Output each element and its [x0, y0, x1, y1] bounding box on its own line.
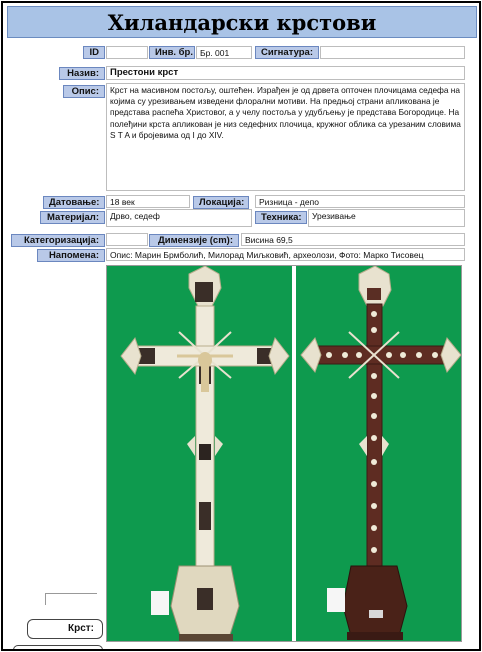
cross-photo-svg	[107, 266, 462, 642]
bottom-button-stub[interactable]	[13, 645, 103, 651]
id-field[interactable]	[106, 46, 148, 59]
inv-label: Инв. бр.	[149, 46, 195, 59]
tehnika-label: Техника:	[255, 211, 307, 224]
datovanje-field[interactable]: 18 век	[106, 195, 190, 208]
opis-label: Опис:	[63, 85, 105, 98]
kategorizacija-field[interactable]	[106, 233, 148, 246]
materijal-label: Материјал:	[40, 211, 105, 224]
back-cross-image	[301, 266, 461, 640]
datovanje-label: Датовање:	[43, 196, 105, 209]
krst-label: Крст:	[27, 619, 103, 639]
id-label: ID	[83, 46, 105, 59]
signatura-label: Сигнатура:	[255, 46, 319, 59]
opis-textarea[interactable]: Крст на масивном постољу, оштећен. Израђен је од дрвета опточен плочицама седефа на којима су урезивањем изведени флорални мотиви. На предњој страни апликована је представа распећа Христовог, а у челу постоља у удубљењу је представа Богородице. На полеђини крста апликован је низ седефних плочица, кружног облика са урезаним словима S T A и бројевима од I до XIV.	[106, 83, 465, 191]
page-title: Хиландарски крстови	[7, 6, 477, 38]
cross-photo	[106, 265, 462, 642]
dimenzije-label: Димензије (cm):	[149, 234, 239, 247]
kategorizacija-label: Категоризација:	[11, 234, 105, 247]
side-box	[45, 593, 97, 605]
naziv-label: Назив:	[59, 67, 105, 80]
materijal-field[interactable]: Дрво, седеф	[106, 209, 252, 227]
front-cross-image	[121, 266, 289, 642]
inv-field[interactable]: Бр. 001	[196, 46, 252, 59]
signatura-field[interactable]	[320, 46, 465, 59]
naziv-field[interactable]: Престони крст	[106, 66, 465, 80]
lokacija-field[interactable]: Ризница - депо	[255, 195, 465, 208]
tehnika-field[interactable]: Урезивање	[308, 209, 465, 227]
dimenzije-field[interactable]: Висина 69,5	[241, 233, 465, 246]
lokacija-label: Локација:	[193, 196, 249, 209]
napomena-label: Напомена:	[37, 249, 105, 262]
record-form	[1, 1, 481, 651]
napomena-field[interactable]: Опис: Марин Брмболић, Милорад Миљковић, археолози, Фото: Марко Тисовец	[106, 248, 465, 261]
